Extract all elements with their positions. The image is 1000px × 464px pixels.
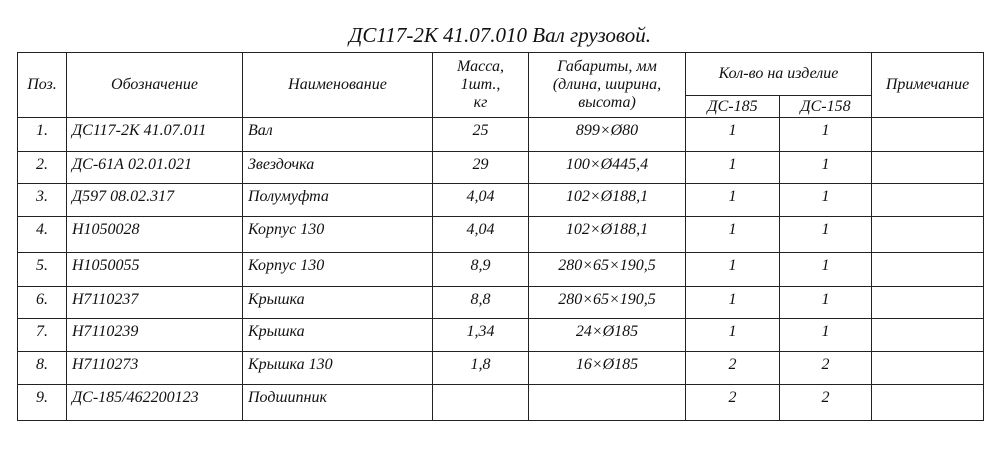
cell-note [872,253,984,287]
cell-dims: 280×65×190,5 [529,253,686,287]
header-pos: Поз. [18,53,67,118]
cell-dims: 102×Ø188,1 [529,184,686,217]
header-qty-ds158: ДС-158 [780,96,872,118]
cell-note [872,184,984,217]
cell-mass: 1,34 [433,319,529,352]
cell-qty-ds185: 1 [686,152,780,184]
cell-pos: 2. [18,152,67,184]
cell-dims: 899×Ø80 [529,118,686,152]
header-mass-line2: 1шт., [460,76,501,93]
cell-mass: 29 [433,152,529,184]
cell-qty-ds185: 1 [686,287,780,319]
cell-qty-ds158: 2 [780,352,872,385]
cell-qty-ds158: 1 [780,319,872,352]
cell-designation: Н1050028 [67,217,243,253]
cell-dims: 102×Ø188,1 [529,217,686,253]
cell-designation: ДС117-2К 41.07.011 [67,118,243,152]
cell-qty-ds185: 1 [686,253,780,287]
header-qty-ds185: ДС-185 [686,96,780,118]
cell-designation: ДС-185/462200123 [67,385,243,421]
cell-designation: Н7110239 [67,319,243,352]
header-dims-line3: высота) [578,94,636,111]
cell-note [872,217,984,253]
header-name: Наименование [243,53,433,118]
cell-pos: 1. [18,118,67,152]
cell-pos: 8. [18,352,67,385]
table-row [18,287,984,319]
cell-pos: 7. [18,319,67,352]
cell-mass: 4,04 [433,184,529,217]
cell-name: Подшипник [243,385,433,421]
cell-qty-ds158: 2 [780,385,872,421]
cell-qty-ds158: 1 [780,287,872,319]
header-designation: Обозначение [67,53,243,118]
cell-pos: 4. [18,217,67,253]
cell-qty-ds158: 1 [780,184,872,217]
cell-qty-ds158: 1 [780,253,872,287]
table-row [18,385,984,421]
cell-qty-ds158: 1 [780,118,872,152]
cell-dims: 280×65×190,5 [529,287,686,319]
cell-mass: 1,8 [433,352,529,385]
header-mass-line3: кг [473,94,488,111]
cell-name: Крышка [243,287,433,319]
header-note: Примечание [872,53,984,118]
cell-name: Крышка 130 [243,352,433,385]
cell-pos: 9. [18,385,67,421]
cell-note [872,385,984,421]
cell-name: Корпус 130 [243,253,433,287]
cell-note [872,319,984,352]
cell-name: Звездочка [243,152,433,184]
cell-pos: 5. [18,253,67,287]
cell-designation: Н7110237 [67,287,243,319]
cell-qty-ds185: 1 [686,184,780,217]
cell-note [872,287,984,319]
cell-qty-ds185: 1 [686,319,780,352]
cell-mass: 4,04 [433,217,529,253]
cell-designation: Н7110273 [67,352,243,385]
cell-mass: 25 [433,118,529,152]
table-row [18,152,984,184]
cell-name: Корпус 130 [243,217,433,253]
cell-pos: 3. [18,184,67,217]
header-qty-group: Кол-во на изделие [686,53,872,96]
cell-qty-ds185: 2 [686,352,780,385]
header-mass-line1: Масса, [457,58,504,75]
table-row [18,352,984,385]
cell-note [872,118,984,152]
cell-designation: Д597 08.02.317 [67,184,243,217]
cell-designation: ДС-61А 02.01.021 [67,152,243,184]
cell-mass [433,385,529,421]
cell-dims [529,385,686,421]
cell-mass: 8,9 [433,253,529,287]
cell-dims: 24×Ø185 [529,319,686,352]
document-title: ДС117-2К 41.07.010 Вал грузовой. [349,23,651,47]
header-dims-line2: (длина, ширина, [552,76,662,93]
parts-table [17,52,984,421]
table-row [18,319,984,352]
table-row [18,253,984,287]
table-row [18,118,984,152]
cell-qty-ds185: 1 [686,118,780,152]
cell-pos: 6. [18,287,67,319]
cell-mass: 8,8 [433,287,529,319]
table-row [18,184,984,217]
cell-name: Полумуфта [243,184,433,217]
header-mass [433,53,529,118]
cell-note [872,352,984,385]
cell-note [872,152,984,184]
table-body [18,118,984,421]
cell-dims: 16×Ø185 [529,352,686,385]
header-dims [529,53,686,118]
cell-qty-ds158: 1 [780,152,872,184]
cell-name: Крышка [243,319,433,352]
cell-qty-ds185: 2 [686,385,780,421]
cell-dims: 100×Ø445,4 [529,152,686,184]
cell-qty-ds185: 1 [686,217,780,253]
header-dims-line1: Габариты, мм [557,58,657,75]
table-row [18,217,984,253]
cell-designation: Н1050055 [67,253,243,287]
cell-qty-ds158: 1 [780,217,872,253]
cell-name: Вал [243,118,433,152]
